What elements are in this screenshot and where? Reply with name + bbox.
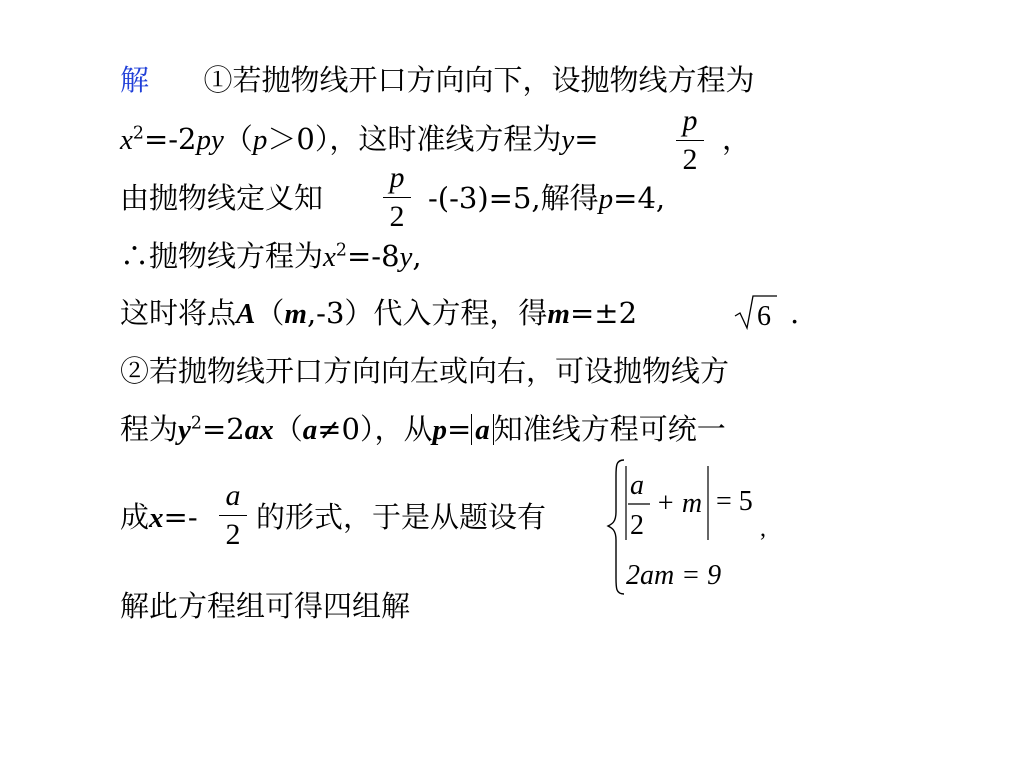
paren: （	[223, 122, 253, 156]
line-8	[120, 497, 198, 538]
fraction-bar	[383, 197, 411, 198]
line-8-rest	[256, 497, 546, 537]
line-3-rest	[428, 178, 665, 219]
fraction-bar	[676, 140, 704, 141]
equation-part: =±2	[569, 296, 638, 330]
var-p: p	[252, 124, 268, 156]
result: =4,	[613, 181, 666, 215]
system-frac-num: a	[630, 470, 644, 501]
line-8-rest-text: 的形式，于是从题设有	[256, 500, 547, 534]
equation-system	[604, 452, 804, 602]
fraction-a-over-2	[219, 479, 247, 552]
fraction-numerator: p	[682, 104, 698, 137]
equation-part: =-	[163, 500, 198, 534]
solve-label: 解	[120, 63, 150, 97]
equation-part: =2	[201, 412, 245, 446]
superscript-2: 2	[132, 123, 144, 144]
fraction-p-over-2	[676, 104, 704, 177]
line-9-text: 解此方程组可得四组解	[120, 589, 411, 623]
system-brace	[608, 460, 624, 594]
equation-part: =-8	[346, 239, 400, 273]
line-6	[120, 351, 729, 391]
var-m: m	[547, 298, 570, 330]
system-eq-5: = 5	[716, 486, 753, 517]
var-x: x	[323, 241, 336, 273]
line-9	[120, 586, 410, 626]
sqrt-value: 6	[757, 301, 771, 332]
condition: ＞0）	[267, 122, 330, 156]
line-3-text: 由抛物线定义知	[120, 181, 324, 215]
line-7-text: 程为	[120, 412, 179, 446]
condition: ≠0），从	[317, 412, 433, 446]
line-3-rest-text: -(-3)=5,解得	[428, 181, 599, 215]
line-2	[120, 119, 599, 160]
therefore-symbol: ∴	[120, 239, 150, 273]
line-4-text: 抛物线方程为	[149, 239, 324, 273]
paren: （	[255, 296, 285, 330]
fraction-numerator: a	[225, 479, 241, 512]
line-2-text: ，这时准线方程为	[329, 122, 562, 156]
fraction-denominator: 2	[682, 143, 698, 176]
line-5-text: 这时将点	[120, 296, 237, 330]
comma: ,	[412, 239, 422, 273]
line-1	[120, 60, 754, 100]
line-4	[120, 236, 422, 277]
line-2-end	[722, 119, 751, 159]
superscript-2: 2	[190, 413, 202, 434]
line-3	[120, 178, 323, 218]
var-m: m	[284, 298, 307, 330]
equals: =	[446, 412, 472, 446]
line-8-text: 成	[120, 500, 150, 534]
line-5-end	[790, 293, 799, 333]
var-p: p	[598, 183, 614, 215]
var-y: y	[178, 414, 191, 446]
var-ax: ax	[244, 414, 274, 446]
line-5-rest: ,-3）代入方程，得	[306, 296, 548, 330]
fraction-denominator: 2	[389, 200, 405, 233]
equation-part: =-2	[143, 122, 197, 156]
var-y: y	[399, 241, 413, 273]
equals: =	[574, 122, 599, 156]
system-comma: ,	[760, 516, 766, 542]
comma: ，	[722, 122, 752, 156]
fraction-bar	[219, 515, 247, 516]
point-A: A	[236, 298, 256, 330]
var-x: x	[149, 502, 164, 534]
superscript-2: 2	[335, 240, 347, 261]
sqrt-6	[733, 292, 777, 340]
absolute-value	[471, 414, 494, 445]
paren: （	[273, 412, 303, 446]
var-py: py	[196, 124, 224, 156]
line-5	[120, 293, 637, 334]
line-1-text: ①若抛物线开口方向向下，设抛物线方程为	[203, 63, 755, 97]
system-plus-m: + m	[656, 488, 703, 519]
fraction-numerator: p	[389, 161, 405, 194]
line-7	[120, 409, 726, 450]
line-7-rest: 知准线方程可统一	[493, 412, 726, 446]
var-y: y	[561, 124, 575, 156]
var-a: a	[475, 414, 490, 446]
var-p: p	[432, 414, 447, 446]
fraction-denominator: 2	[225, 518, 241, 551]
var-a: a	[302, 414, 318, 446]
period: .	[790, 296, 800, 330]
var-x: x	[120, 124, 133, 156]
fraction-p-over-2-b	[383, 161, 411, 234]
line-6-text: ②若抛物线开口方向向左或向右，可设抛物线方	[120, 354, 730, 388]
system-frac-den: 2	[630, 510, 644, 541]
system-row-2: 2am = 9	[626, 560, 722, 591]
sqrt-symbol	[733, 292, 777, 332]
